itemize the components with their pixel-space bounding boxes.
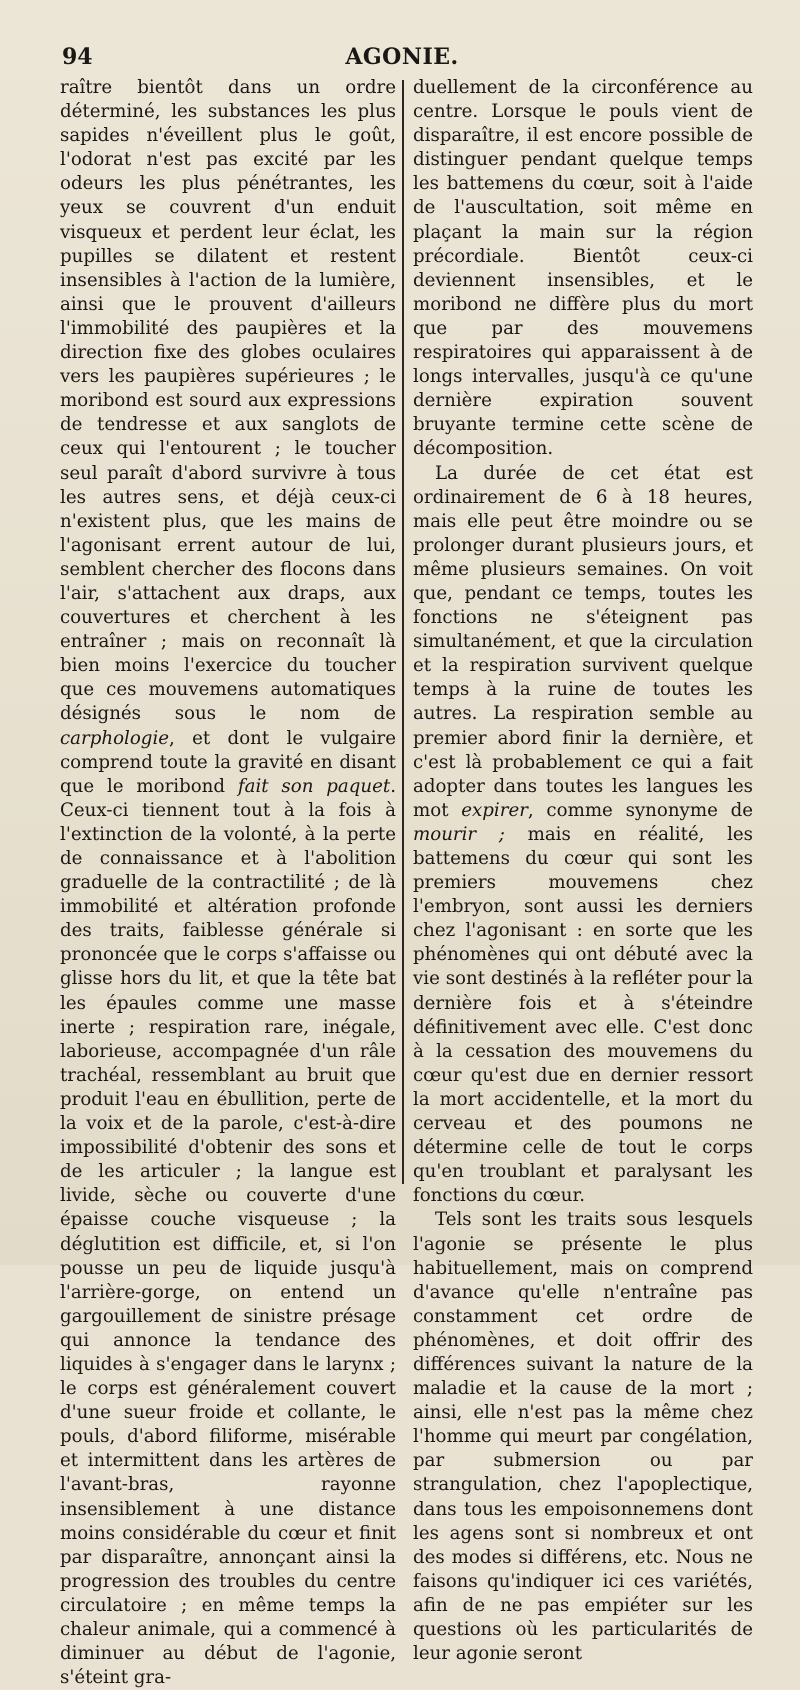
right-text-a: La durée de cet état est ordinairement de 6 à 18 heures, mais elle peut être moindre ou se prolonger durant plusieurs jours, et même plusieurs semaines. On voit que, pendant ce temps, toutes les fonctions ne s'éteignent pas simultanément, et que la circulation et la respiration survivent quelque temps à la ruine de toutes les autres. La respiration semble au premier abord finir la dernière, et c'est là probablement ce qui a fait adopter dans toutes les langues les mot [413,462,753,821]
italic-expirer: expirer [461,799,528,821]
right-paragraph-3: Tels sont les traits sous lesquels l'agonie se présente le plus habituellement, mais on comprend d'avance qu'elle n'entraîne pas constamment cet ordre de phénomènes, et doit offrir des différences suivant la nature de la maladie et la cause de la mort ; ainsi, elle n'est pas la même chez l'homme qui meurt par congélation, par submersion ou par strangulation, chez l'apoplectique, dans tous les empoisonnemens dont les agens sont si nombreux et ont des modes si différens, etc. Nous ne faisons qu'indiquer ici ces variétés, afin de ne pas empiéter sur les questions où les particularités de leur agonie seront [413,1209,753,1665]
running-head: AGONIE. [345,44,459,70]
right-column [413,76,754,1665]
column-divider [402,80,404,1184]
left-column [60,76,396,1689]
left-text-c: . Ceux-ci tiennent tout à la fois à l'extinction de la volonté, à la perte de connaissance et à l'abolition graduelle de la contractilité ; de là immobilité et altération profonde des traits, faiblesse générale si prononcée que le corps s'affaisse ou glisse hors du lit, et que la tête bat les épaules comme une masse inerte ; respiration rare, inégale, laborieuse, accompagnée d'un râle trachéal, ressemblant au bruit que produit l'eau en ébullition, perte de la voix et de la parole, c'est-à-dire impossibilité d'obtenir des sons et de les articuler ; la langue est livide, sèche ou couverte d'une épaisse couche visqueuse ; la déglutition est difficile, et, si l'on pousse un peu de liquide jusqu'à l'arrière-gorge, on entend un gargouillement de sinistre présage qui annonce la tendance des liquides à s'engager dans le larynx ; le corps est généralement couvert d'une sueur froide et collante, le pouls, d'abord filiforme, misérable et intermittent dans les artères de l'avant-bras, rayonne insensiblement à une distance moins considérable du cœur et finit par disparaître, annonçant ainsi la progression des troubles du centre circulatoire ; en même temps la chaleur animale, qui a commencé à diminuer au début de l'agonie, s'éteint gra- [60,775,396,1689]
right-paragraph-2 [413,462,753,1209]
italic-carphologie: carphologie [60,727,170,749]
left-text-a: raître bientôt dans un ordre déterminé, les substances les plus sapides n'éveillent plus le goût, l'odorat n'est pas excité par les odeurs les plus pénétrantes, les yeux se couvrent d'un enduit visqueux et perdent leur éclat, les pupilles se dilatent et restent insensibles à l'action de la lumière, ainsi que le prouvent d'ailleurs l'immobilité des paupières et la direction fixe des globes oculaires vers les paupières supérieures ; le moribond est sourd aux expressions de tendresse et aux sanglots de ceux qui l'entourent ; le toucher seul paraît d'abord survivre à tous les autres sens, et déjà ceux-ci n'existent plus, que les mains de l'agonisant errent autour de lui, semblent chercher des flocons dans l'air, s'attachent aux draps, aux couvertures et cherchent à les entraîner ; mais on reconnaît là bien moins l'exercice du toucher que ces mouvemens automatiques désignés sous le nom de [60,77,396,725]
page-header [62,44,742,74]
italic-mourir: mourir ; [413,823,505,845]
right-text-c: mais en réalité, les battemens du cœur qui sont les premiers mouvemens chez l'embryon, sont aussi les derniers chez l'agonisant : en sorte que les phénomènes qui ont débuté avec la vie sont destinés à la refléter pour la dernière fois et à s'éteindre définitivement avec elle. C'est donc à la cessation des mouvemens du cœur qu'est due en dernier ressort la mort accidentelle, et la mort du cerveau et des poumons ne détermine celle de tout le corps qu'en troublant et paralysant les fonctions du cœur. [413,823,754,1207]
left-text-b: , et dont le vulgaire comprend toute la gravité en disant que le moribond [60,727,396,797]
italic-fait-son-paquet: fait son paquet [237,775,391,797]
right-paragraph-1: duellement de la circonférence au centre. Lorsque le pouls vient de disparaître, il est encore possible de distinguer pendant quelque temps les battemens du cœur, soit à l'aide de l'auscultation, soit même en plaçant la main sur la région précordiale. Bientôt ceux-ci deviennent insensibles, et le moribond ne diffère plus du mort que par des mouvemens respiratoires qui apparaissent à de longs intervalles, jusqu'à ce qu'une dernière expiration souvent bruyante termine cette scène de décomposition. [413,77,753,460]
page-number: 94 [62,44,93,70]
right-text-b: , comme synonyme de [527,799,753,821]
left-paragraph-1 [60,76,396,1690]
